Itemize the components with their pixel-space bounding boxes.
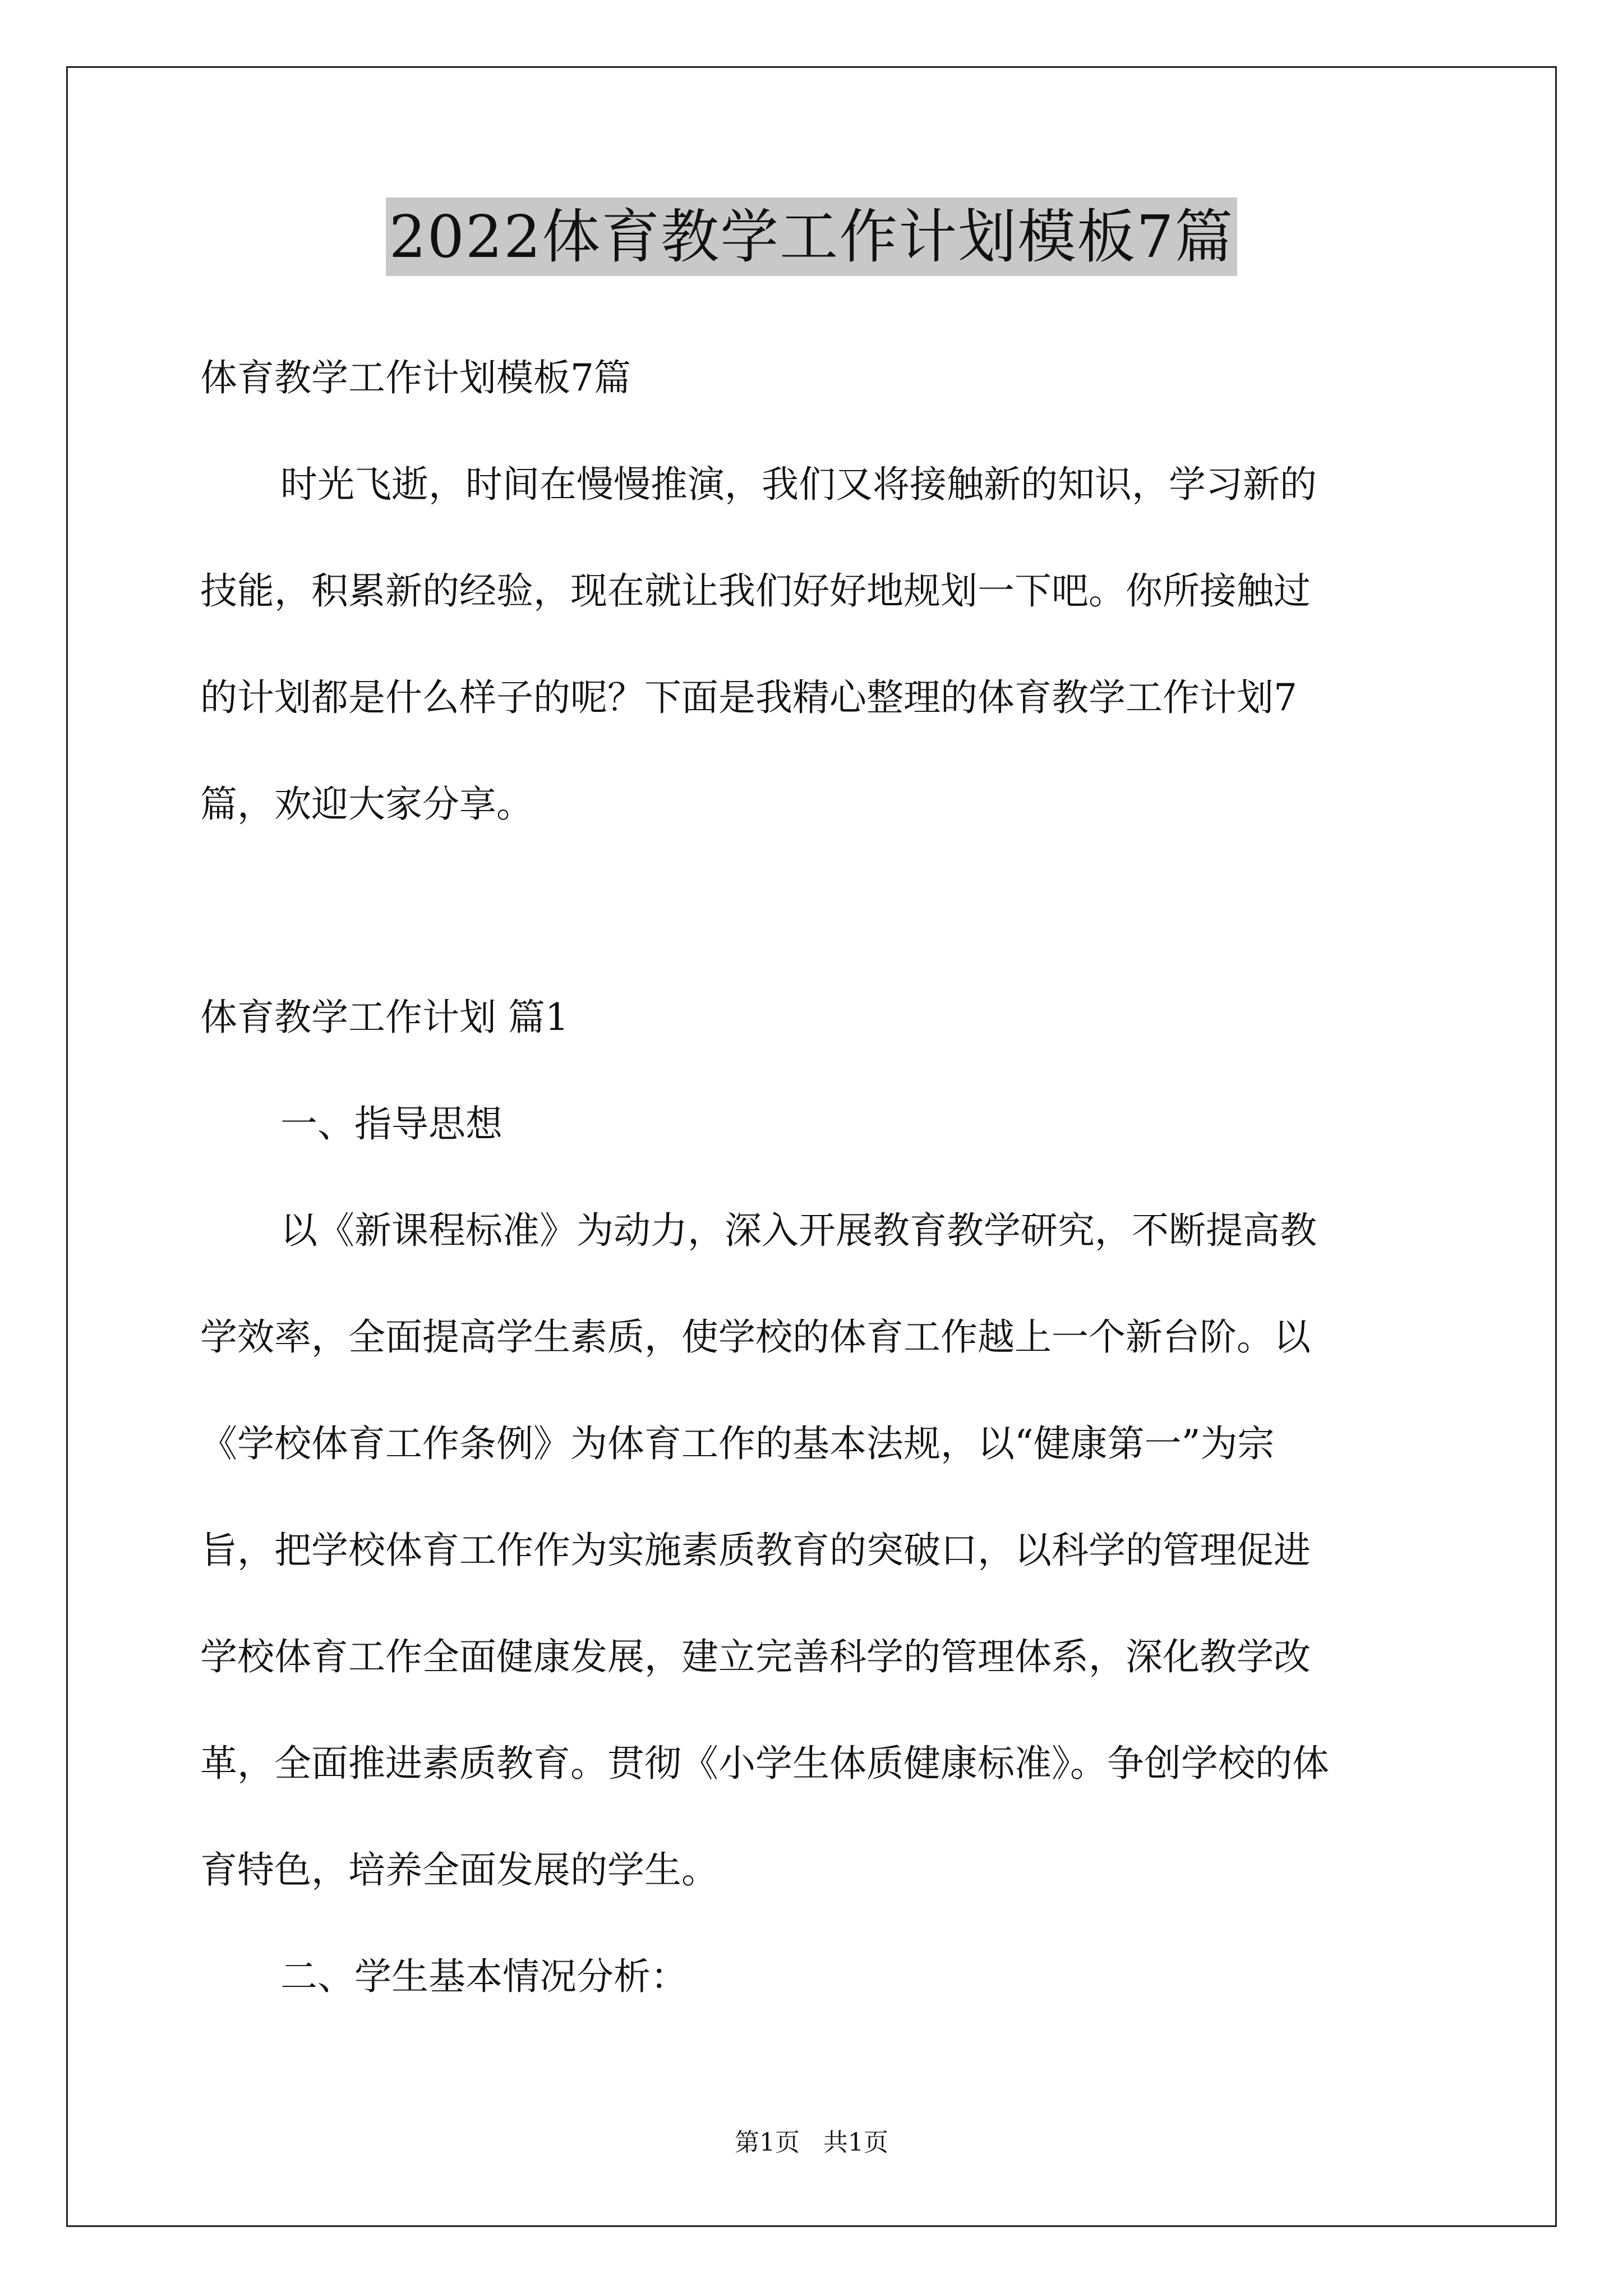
intro-line: 技能，积累新的经验，现在就让我们好好地规划一下吧。你所接触过 — [200, 569, 1311, 613]
heading-guiding-ideology: 一、指导思想 — [280, 1102, 502, 1145]
section-heading: 体育教学工作计划 篇1 — [200, 996, 569, 1039]
title-container — [0, 197, 1623, 276]
intro-line: 时光飞逝，时间在慢慢推演，我们又将接触新的知识，学习新的 — [280, 463, 1317, 506]
intro-line: 的计划都是什么样子的呢？下面是我精心整理的体育教学工作计划7 — [200, 676, 1297, 719]
document-subtitle: 体育教学工作计划模板7篇 — [200, 356, 631, 399]
page-total: 共1页 — [823, 2128, 888, 2157]
page-footer — [0, 2126, 1623, 2160]
heading-student-analysis: 二、学生基本情况分析： — [280, 1955, 688, 1998]
body-line: 学效率，全面提高学生素质，使学校的体育工作越上一个新台阶。以 — [200, 1315, 1311, 1359]
body-line: 育特色，培养全面发展的学生。 — [200, 1848, 718, 1892]
document-title: 2022体育教学工作计划模板7篇 — [386, 197, 1238, 276]
body-line: 《学校体育工作条例》为体育工作的基本法规，以“健康第一”为宗 — [200, 1422, 1275, 1465]
body-line: 革，全面推进素质教育。贯彻《小学生体质健康标准》。争创学校的体 — [200, 1742, 1329, 1785]
intro-line: 篇，欢迎大家分享。 — [200, 783, 533, 826]
body-line: 以《新课程标准》为动力，深入开展教育教学研究，不断提高教 — [280, 1209, 1317, 1252]
page-number: 第1页 — [735, 2128, 800, 2157]
body-line: 学校体育工作全面健康发展，建立完善科学的管理体系，深化教学改 — [200, 1635, 1311, 1678]
body-line: 旨，把学校体育工作作为实施素质教育的突破口，以科学的管理促进 — [200, 1529, 1311, 1572]
